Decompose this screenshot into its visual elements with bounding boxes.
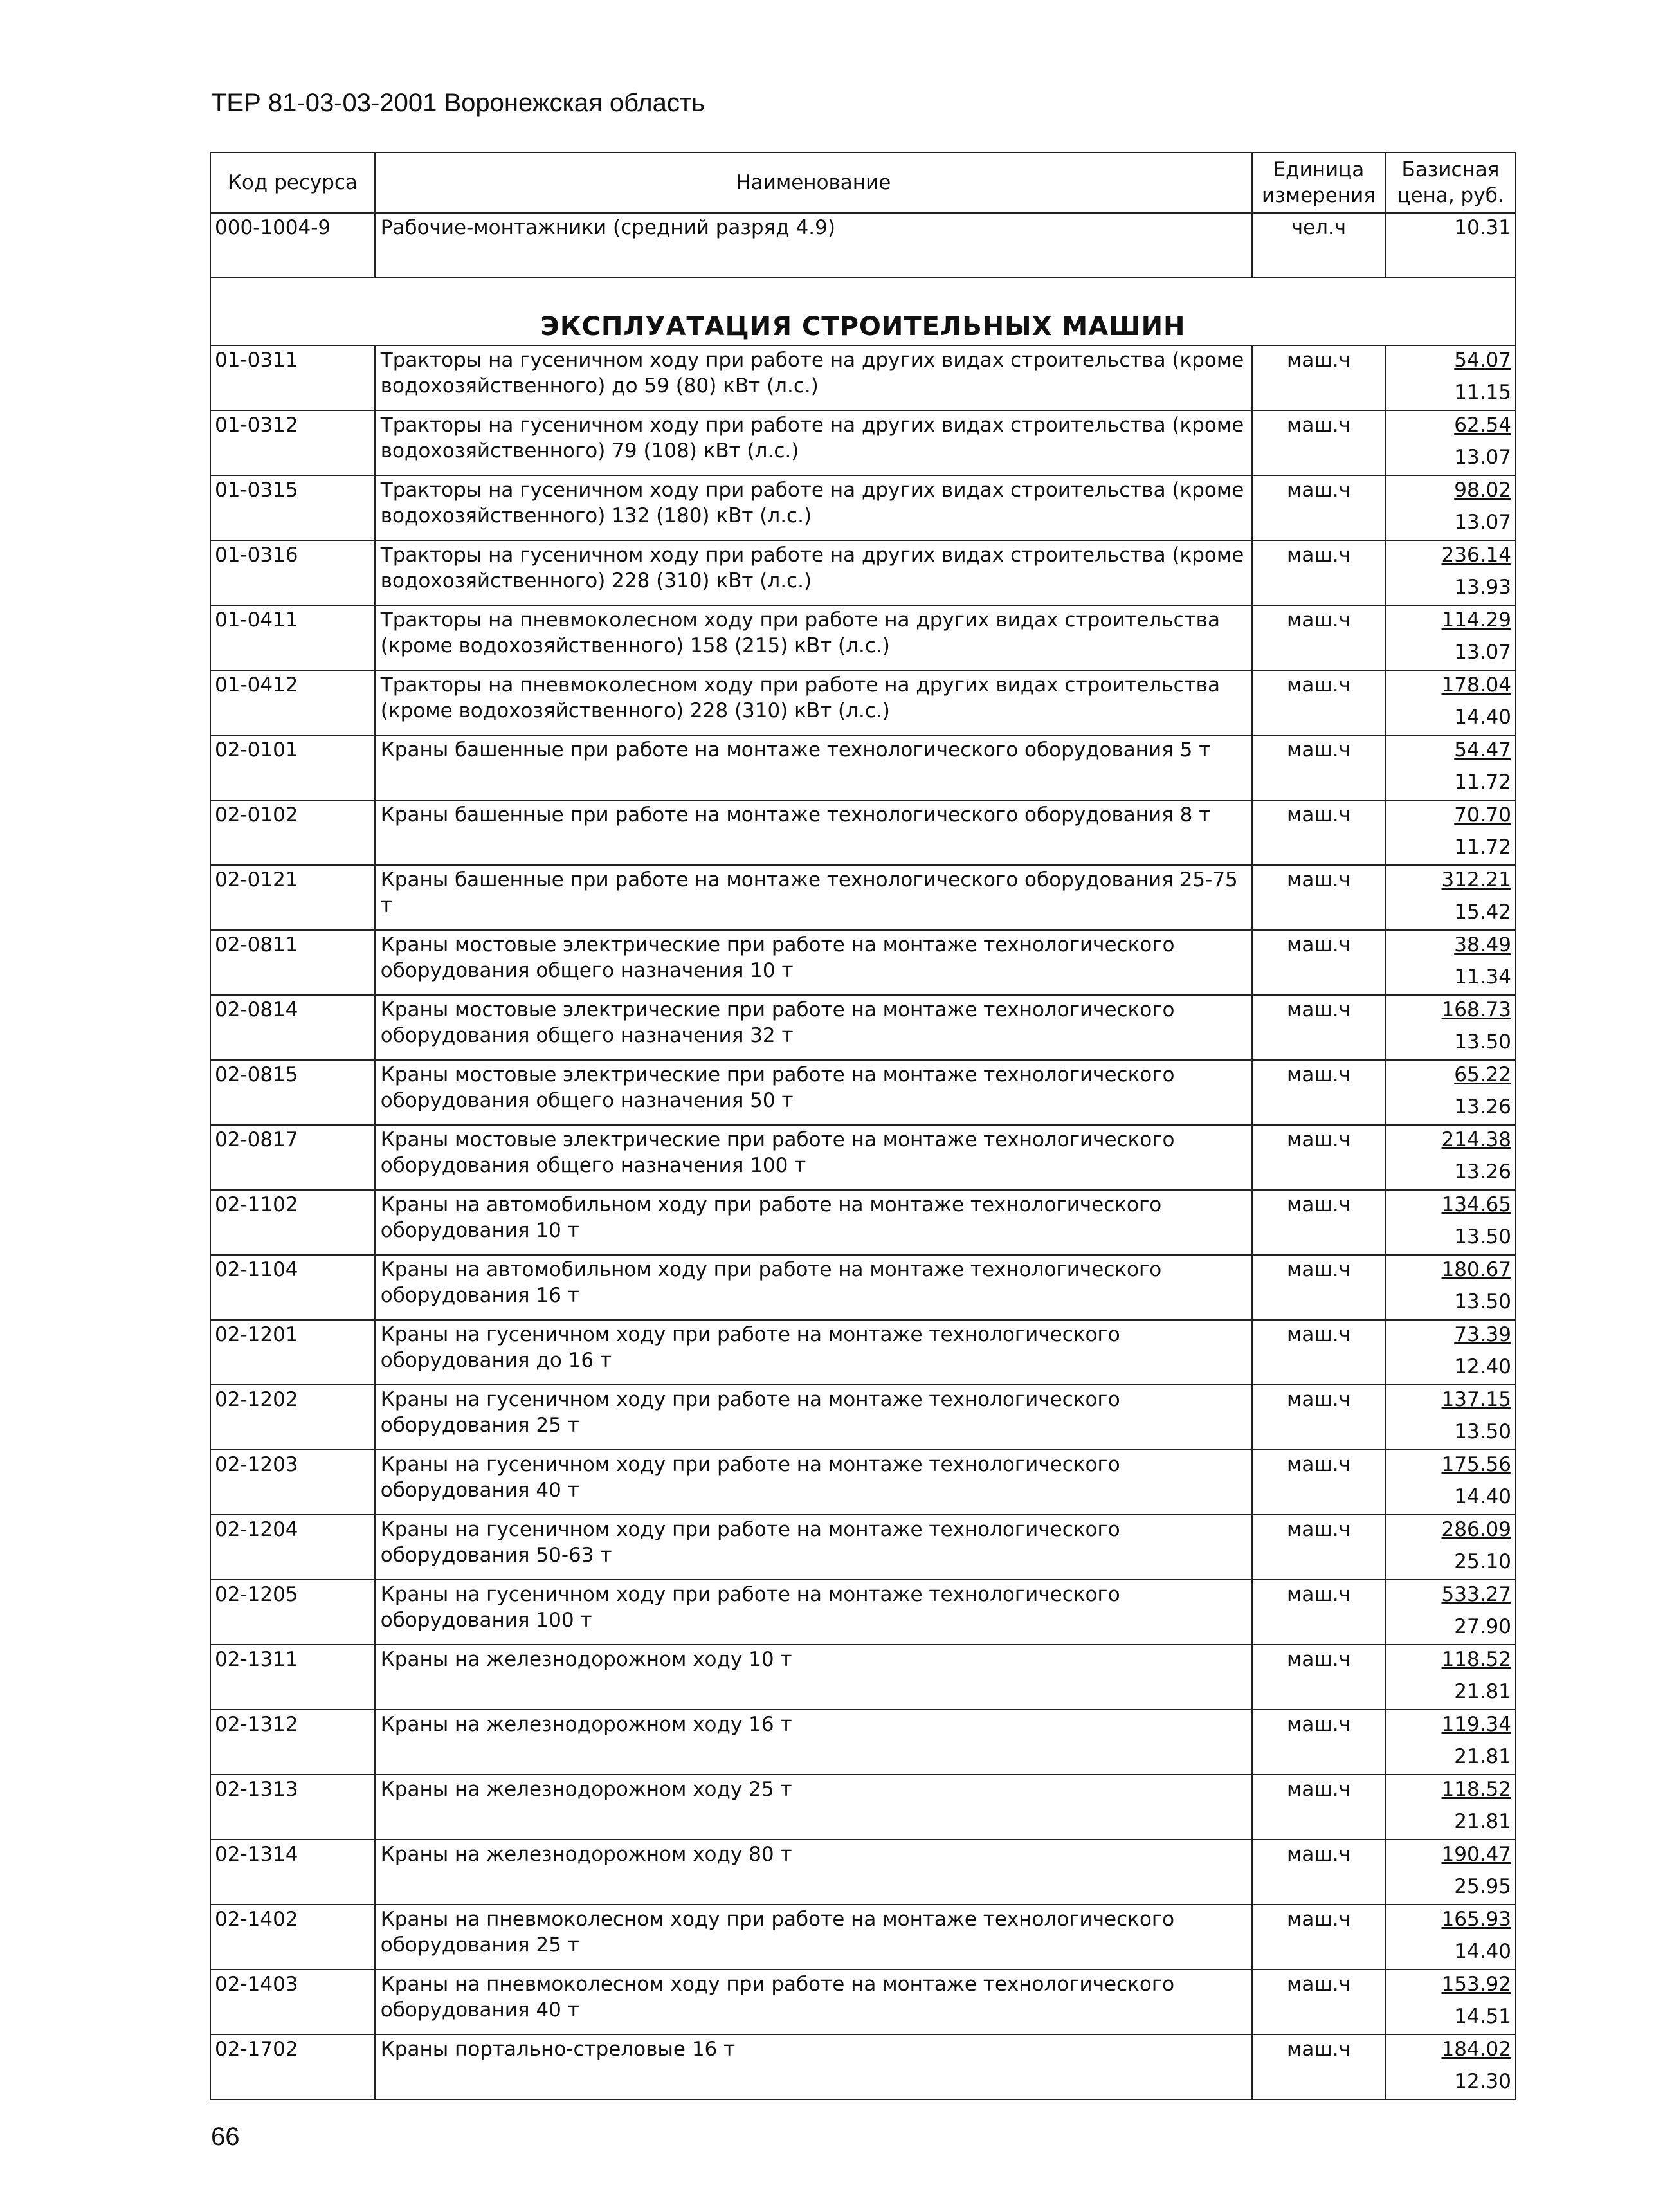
resource-unit: маш.ч bbox=[1252, 410, 1385, 475]
column-header-name: Наименование bbox=[375, 152, 1252, 213]
table-row bbox=[210, 800, 1516, 865]
resource-price-cell bbox=[1385, 1645, 1516, 1710]
resource-unit: маш.ч bbox=[1252, 1515, 1385, 1580]
table-row bbox=[210, 1190, 1516, 1255]
resource-code: 02-1312 bbox=[210, 1710, 375, 1775]
resource-code: 02-1201 bbox=[210, 1320, 375, 1385]
resource-name: Тракторы на гусеничном ходу при работе на других видах строительства (кроме водохозяйственного) до 59 (80) кВт (л.с.) bbox=[375, 345, 1252, 410]
resource-unit: маш.ч bbox=[1252, 1840, 1385, 1905]
column-header-code: Код ресурса bbox=[210, 152, 375, 213]
resource-price-cell bbox=[1385, 345, 1516, 410]
resource-name: Краны мостовые электрические при работе на монтаже технологического оборудования общего назначения 50 т bbox=[375, 1060, 1252, 1125]
resource-unit: маш.ч bbox=[1252, 930, 1385, 995]
base-price: 70.70 bbox=[1454, 803, 1511, 827]
table-header-row bbox=[210, 152, 1516, 213]
base-price: 118.52 bbox=[1441, 1778, 1511, 1801]
table-row bbox=[210, 1970, 1516, 2034]
resource-name: Краны башенные при работе на монтаже технологического оборудования 25-75 т bbox=[375, 865, 1252, 930]
price-secondary: 13.50 bbox=[1454, 1420, 1511, 1443]
base-price: 214.38 bbox=[1441, 1128, 1511, 1151]
table-row bbox=[210, 1645, 1516, 1710]
price-secondary: 13.07 bbox=[1454, 641, 1511, 664]
base-price: 134.65 bbox=[1441, 1193, 1511, 1216]
resource-price-cell bbox=[1385, 475, 1516, 540]
resource-unit: маш.ч bbox=[1252, 605, 1385, 670]
resource-price-cell bbox=[1385, 1385, 1516, 1450]
base-price: 65.22 bbox=[1454, 1063, 1511, 1086]
base-price: 118.52 bbox=[1441, 1648, 1511, 1671]
resource-price-cell bbox=[1385, 1255, 1516, 1320]
table-row bbox=[210, 1450, 1516, 1515]
table-row bbox=[210, 1125, 1516, 1190]
price-secondary: 25.95 bbox=[1454, 1875, 1511, 1898]
price-secondary: 15.42 bbox=[1454, 900, 1511, 924]
price-secondary: 13.07 bbox=[1454, 446, 1511, 469]
page-number: 66 bbox=[211, 2123, 240, 2151]
resource-unit: маш.ч bbox=[1252, 1190, 1385, 1255]
base-price: 62.54 bbox=[1454, 414, 1511, 437]
resource-code: 01-0412 bbox=[210, 670, 375, 735]
resource-code: 01-0312 bbox=[210, 410, 375, 475]
column-header-unit: Единица измерения bbox=[1252, 152, 1385, 213]
resource-code: 02-0121 bbox=[210, 865, 375, 930]
table-row bbox=[210, 1255, 1516, 1320]
resource-price-cell bbox=[1385, 1710, 1516, 1775]
resource-name: Краны портально-стреловые 16 т bbox=[375, 2034, 1252, 2099]
base-price: 184.02 bbox=[1441, 2038, 1511, 2061]
resource-unit: чел.ч bbox=[1252, 213, 1385, 277]
resource-price-cell bbox=[1385, 410, 1516, 475]
resource-name: Краны на гусеничном ходу при работе на монтаже технологического оборудования 100 т bbox=[375, 1580, 1252, 1645]
resource-code: 02-1314 bbox=[210, 1840, 375, 1905]
table-row bbox=[210, 1515, 1516, 1580]
price-secondary: 11.15 bbox=[1454, 381, 1511, 404]
resource-price-cell bbox=[1385, 540, 1516, 605]
table-row bbox=[210, 1385, 1516, 1450]
resource-name: Краны на гусеничном ходу при работе на монтаже технологического оборудования 25 т bbox=[375, 1385, 1252, 1450]
base-price: 286.09 bbox=[1441, 1518, 1511, 1541]
resource-name: Тракторы на пневмоколесном ходу при работе на других видах строительства (кроме водохозяйственного) 158 (215) кВт (л.с.) bbox=[375, 605, 1252, 670]
price-secondary: 13.50 bbox=[1454, 1030, 1511, 1054]
base-price: 180.67 bbox=[1441, 1258, 1511, 1281]
price-secondary: 27.90 bbox=[1454, 1615, 1511, 1638]
resource-price-cell bbox=[1385, 1775, 1516, 1840]
table-row bbox=[210, 1775, 1516, 1840]
resource-price-cell bbox=[1385, 995, 1516, 1060]
resource-unit: маш.ч bbox=[1252, 345, 1385, 410]
resource-unit: маш.ч bbox=[1252, 865, 1385, 930]
resource-name: Тракторы на гусеничном ходу при работе на других видах строительства (кроме водохозяйственного) 132 (180) кВт (л.с.) bbox=[375, 475, 1252, 540]
resource-unit: маш.ч bbox=[1252, 1125, 1385, 1190]
price-secondary: 11.72 bbox=[1454, 771, 1511, 794]
table-row bbox=[210, 735, 1516, 800]
resource-unit: маш.ч bbox=[1252, 1320, 1385, 1385]
resource-price-cell bbox=[1385, 1970, 1516, 2034]
resource-price-cell bbox=[1385, 1450, 1516, 1515]
resource-unit: маш.ч bbox=[1252, 995, 1385, 1060]
price-secondary: 21.81 bbox=[1454, 1680, 1511, 1703]
resource-code: 02-0814 bbox=[210, 995, 375, 1060]
resource-code: 02-0811 bbox=[210, 930, 375, 995]
resource-price-cell bbox=[1385, 1320, 1516, 1385]
resource-unit: маш.ч bbox=[1252, 475, 1385, 540]
table-row bbox=[210, 1580, 1516, 1645]
resource-unit: маш.ч bbox=[1252, 670, 1385, 735]
base-price: 533.27 bbox=[1441, 1583, 1511, 1606]
price-secondary: 14.40 bbox=[1454, 706, 1511, 729]
resource-code: 02-1403 bbox=[210, 1970, 375, 2034]
table-row bbox=[210, 2034, 1516, 2099]
base-price: 168.73 bbox=[1441, 998, 1511, 1021]
resource-unit: маш.ч bbox=[1252, 1060, 1385, 1125]
resource-code: 02-1313 bbox=[210, 1775, 375, 1840]
base-price: 73.39 bbox=[1454, 1323, 1511, 1346]
resource-code: 02-1311 bbox=[210, 1645, 375, 1710]
resource-unit: маш.ч bbox=[1252, 1450, 1385, 1515]
price-secondary: 21.81 bbox=[1454, 1745, 1511, 1768]
table-row bbox=[210, 930, 1516, 995]
resource-code: 01-0316 bbox=[210, 540, 375, 605]
resource-code: 02-1202 bbox=[210, 1385, 375, 1450]
resource-code: 02-0102 bbox=[210, 800, 375, 865]
resource-name: Рабочие-монтажники (средний разряд 4.9) bbox=[375, 213, 1252, 277]
resource-code: 02-0101 bbox=[210, 735, 375, 800]
price-secondary: 21.81 bbox=[1454, 1810, 1511, 1833]
resource-price-cell bbox=[1385, 605, 1516, 670]
resource-name: Краны на автомобильном ходу при работе на монтаже технологического оборудования 10 т bbox=[375, 1190, 1252, 1255]
price-secondary: 14.51 bbox=[1454, 2005, 1511, 2028]
table-body bbox=[210, 213, 1516, 2099]
resource-name: Краны на автомобильном ходу при работе на монтаже технологического оборудования 16 т bbox=[375, 1255, 1252, 1320]
price-secondary: 11.72 bbox=[1454, 836, 1511, 859]
price-secondary: 12.30 bbox=[1454, 2070, 1511, 2093]
price-secondary: 12.40 bbox=[1454, 1355, 1511, 1378]
base-price: 137.15 bbox=[1441, 1388, 1511, 1411]
resource-name: Краны башенные при работе на монтаже технологического оборудования 8 т bbox=[375, 800, 1252, 865]
price-secondary: 13.50 bbox=[1454, 1225, 1511, 1248]
resource-price-cell bbox=[1385, 1190, 1516, 1255]
table-row bbox=[210, 670, 1516, 735]
resource-unit: маш.ч bbox=[1252, 1710, 1385, 1775]
resource-code: 01-0411 bbox=[210, 605, 375, 670]
resource-price-cell bbox=[1385, 1125, 1516, 1190]
base-price: 153.92 bbox=[1441, 1973, 1511, 1996]
resource-unit: маш.ч bbox=[1252, 1775, 1385, 1840]
resource-name: Краны на пневмоколесном ходу при работе на монтаже технологического оборудования 25 т bbox=[375, 1905, 1252, 1970]
resource-name: Краны на гусеничном ходу при работе на монтаже технологического оборудования 50-63 т bbox=[375, 1515, 1252, 1580]
labor-row bbox=[210, 213, 1516, 277]
resource-price-cell bbox=[1385, 2034, 1516, 2099]
resource-price-cell bbox=[1385, 1840, 1516, 1905]
base-price: 190.47 bbox=[1441, 1843, 1511, 1866]
resource-price-cell bbox=[1385, 865, 1516, 930]
resource-code: 000-1004-9 bbox=[210, 213, 375, 277]
document-header: ТЕР 81-03-03-2001 Воронежская область bbox=[211, 89, 705, 117]
table-row bbox=[210, 1710, 1516, 1775]
resource-name: Краны мостовые электрические при работе на монтаже технологического оборудования общего назначения 10 т bbox=[375, 930, 1252, 995]
table-row bbox=[210, 1060, 1516, 1125]
table-row bbox=[210, 1905, 1516, 1970]
resource-name: Краны на гусеничном ходу при работе на монтаже технологического оборудования 40 т bbox=[375, 1450, 1252, 1515]
resource-price-cell bbox=[1385, 670, 1516, 735]
section-row bbox=[210, 277, 1516, 345]
base-price: 98.02 bbox=[1454, 479, 1511, 502]
table-row bbox=[210, 1320, 1516, 1385]
resource-code: 02-0815 bbox=[210, 1060, 375, 1125]
resource-name: Краны на пневмоколесном ходу при работе на монтаже технологического оборудования 40 т bbox=[375, 1970, 1252, 2034]
base-price: 54.07 bbox=[1454, 349, 1511, 372]
base-price: 165.93 bbox=[1441, 1908, 1511, 1931]
resource-name: Краны на гусеничном ходу при работе на монтаже технологического оборудования до 16 т bbox=[375, 1320, 1252, 1385]
resource-name: Краны на железнодорожном ходу 25 т bbox=[375, 1775, 1252, 1840]
resource-name: Краны башенные при работе на монтаже технологического оборудования 5 т bbox=[375, 735, 1252, 800]
resource-code: 01-0311 bbox=[210, 345, 375, 410]
resource-name: Краны на железнодорожном ходу 10 т bbox=[375, 1645, 1252, 1710]
table-row bbox=[210, 410, 1516, 475]
resource-price: 10.31 bbox=[1385, 213, 1516, 277]
column-header-price: Базисная цена, руб. bbox=[1385, 152, 1516, 213]
resource-unit: маш.ч bbox=[1252, 1255, 1385, 1320]
price-secondary: 14.40 bbox=[1454, 1940, 1511, 1963]
price-secondary: 13.07 bbox=[1454, 511, 1511, 534]
resource-price-cell bbox=[1385, 1515, 1516, 1580]
table-row bbox=[210, 995, 1516, 1060]
resource-code: 02-0817 bbox=[210, 1125, 375, 1190]
resource-price-cell bbox=[1385, 930, 1516, 995]
resource-code: 02-1102 bbox=[210, 1190, 375, 1255]
resource-unit: маш.ч bbox=[1252, 1580, 1385, 1645]
table-row bbox=[210, 475, 1516, 540]
resource-name: Краны мостовые электрические при работе на монтаже технологического оборудования общего назначения 32 т bbox=[375, 995, 1252, 1060]
resource-code: 02-1204 bbox=[210, 1515, 375, 1580]
base-price: 312.21 bbox=[1441, 868, 1511, 891]
resource-price-cell bbox=[1385, 735, 1516, 800]
resource-name: Тракторы на гусеничном ходу при работе на других видах строительства (кроме водохозяйственного) 79 (108) кВт (л.с.) bbox=[375, 410, 1252, 475]
price-secondary: 25.10 bbox=[1454, 1550, 1511, 1573]
base-price: 54.47 bbox=[1454, 738, 1511, 762]
base-price: 236.14 bbox=[1441, 544, 1511, 567]
resource-name: Тракторы на гусеничном ходу при работе на других видах строительства (кроме водохозяйственного) 228 (310) кВт (л.с.) bbox=[375, 540, 1252, 605]
price-table bbox=[210, 152, 1516, 2100]
table-row bbox=[210, 865, 1516, 930]
price-secondary: 11.34 bbox=[1454, 965, 1511, 989]
resource-unit: маш.ч bbox=[1252, 540, 1385, 605]
resource-code: 02-1203 bbox=[210, 1450, 375, 1515]
resource-name: Краны на железнодорожном ходу 16 т bbox=[375, 1710, 1252, 1775]
price-secondary: 14.40 bbox=[1454, 1485, 1511, 1508]
resource-unit: маш.ч bbox=[1252, 735, 1385, 800]
base-price: 38.49 bbox=[1454, 933, 1511, 956]
base-price: 178.04 bbox=[1441, 673, 1511, 697]
resource-unit: маш.ч bbox=[1252, 800, 1385, 865]
base-price: 114.29 bbox=[1441, 608, 1511, 632]
section-title: ЭКСПЛУАТАЦИЯ СТРОИТЕЛЬНЫХ МАШИН bbox=[210, 277, 1516, 345]
table-row bbox=[210, 345, 1516, 410]
resource-price-cell bbox=[1385, 1060, 1516, 1125]
resource-price-cell bbox=[1385, 800, 1516, 865]
resource-price-cell bbox=[1385, 1580, 1516, 1645]
resource-unit: маш.ч bbox=[1252, 1905, 1385, 1970]
resource-code: 02-1402 bbox=[210, 1905, 375, 1970]
price-secondary: 13.93 bbox=[1454, 576, 1511, 599]
resource-code: 02-1104 bbox=[210, 1255, 375, 1320]
resource-unit: маш.ч bbox=[1252, 1970, 1385, 2034]
resource-name: Тракторы на пневмоколесном ходу при работе на других видах строительства (кроме водохозяйственного) 228 (310) кВт (л.с.) bbox=[375, 670, 1252, 735]
resource-price-cell bbox=[1385, 1905, 1516, 1970]
resource-unit: маш.ч bbox=[1252, 1645, 1385, 1710]
resource-name: Краны на железнодорожном ходу 80 т bbox=[375, 1840, 1252, 1905]
table-row bbox=[210, 605, 1516, 670]
base-price: 119.34 bbox=[1441, 1713, 1511, 1736]
resource-unit: маш.ч bbox=[1252, 2034, 1385, 2099]
resource-code: 02-1205 bbox=[210, 1580, 375, 1645]
price-secondary: 13.50 bbox=[1454, 1290, 1511, 1313]
price-secondary: 13.26 bbox=[1454, 1160, 1511, 1184]
resource-code: 01-0315 bbox=[210, 475, 375, 540]
base-price: 175.56 bbox=[1441, 1453, 1511, 1476]
resource-unit: маш.ч bbox=[1252, 1385, 1385, 1450]
table-row bbox=[210, 540, 1516, 605]
resource-code: 02-1702 bbox=[210, 2034, 375, 2099]
price-secondary: 13.26 bbox=[1454, 1095, 1511, 1119]
table-row bbox=[210, 1840, 1516, 1905]
resource-name: Краны мостовые электрические при работе на монтаже технологического оборудования общего назначения 100 т bbox=[375, 1125, 1252, 1190]
